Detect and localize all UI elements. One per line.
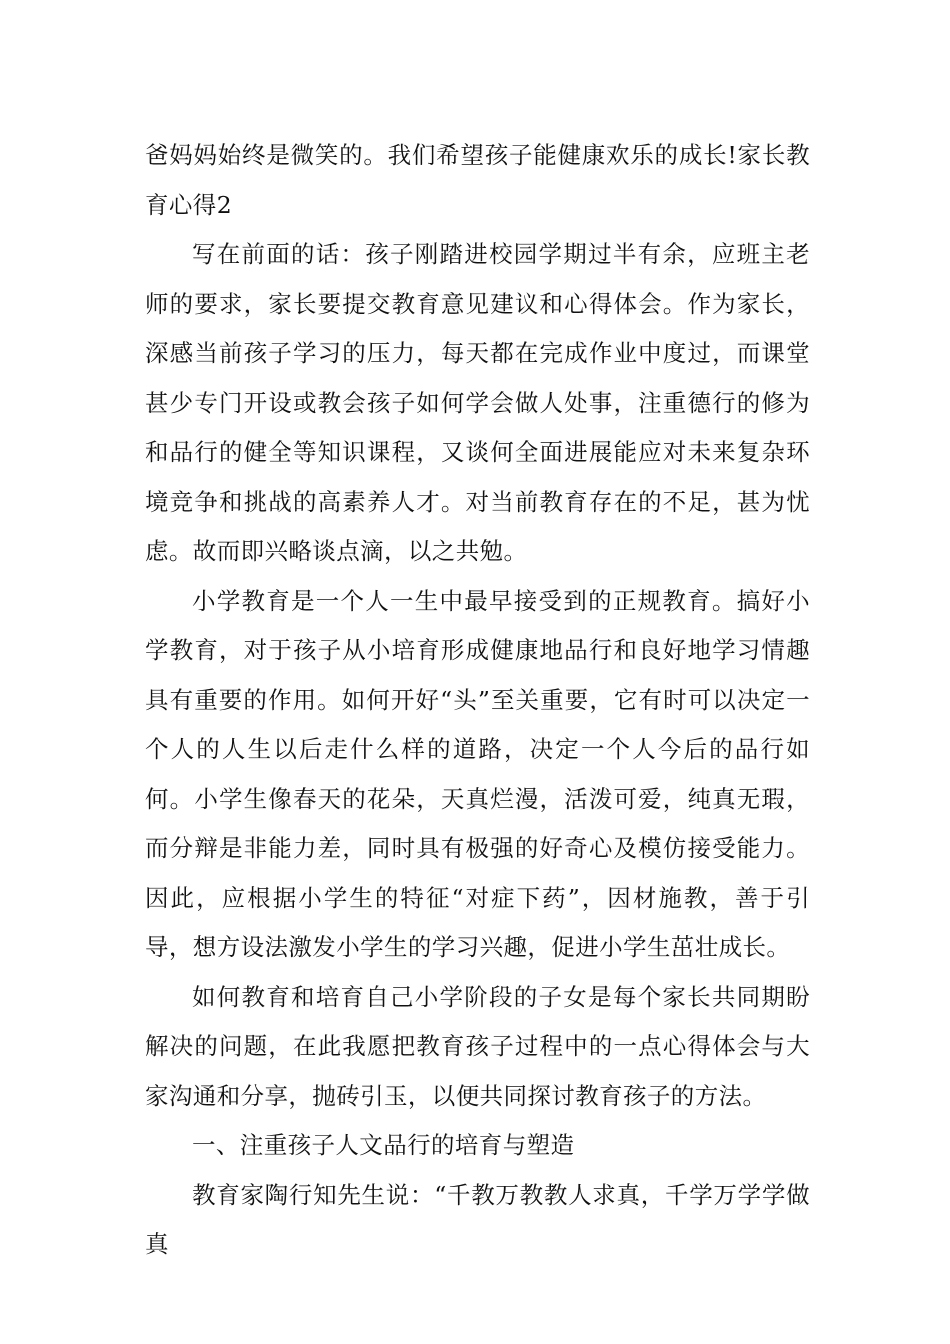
- paragraph-1: 爸妈妈始终是微笑的。我们希望孩子能健康欢乐的成长!家长教育心得2: [145, 141, 810, 219]
- paragraph-2: 写在前面的话：孩子刚踏进校园学期过半有余，应班主老师的要求，家长要提交教育意见建议和心得体会。作为家长，深感当前孩子学习的压力，每天都在完成作业中度过，而课堂甚少专门开设或教会孩子如何学会做人处事，注重德行的修为和品行的健全等知识课程，又谈何全面进展能应对未来复杂环境竞争和挑战的高素养人才。对当前教育存在的不足，甚为忧虑。故而即兴略谈点滴，以之共勉。: [145, 240, 810, 565]
- document-body: [145, 131, 810, 1270]
- paragraph-4: 如何教育和培育自己小学阶段的子女是每个家长共同期盼解决的问题，在此我愿把教育孩子过程中的一点心得体会与大家沟通和分享，抛砖引玉，以便共同探讨教育孩子的方法。: [145, 982, 810, 1110]
- paragraph-5: 教育家陶行知先生说：“千教万教教人求真，千学万学学做真: [145, 1180, 810, 1258]
- section-heading: 一、注重孩子人文品行的培育与塑造: [192, 1131, 575, 1159]
- paragraph-3: 小学教育是一个人一生中最早接受到的正规教育。搞好小学教育，对于孩子从小培育形成健康地品行和良好地学习情趣具有重要的作用。如何开好“头”至关重要，它有时可以决定一个人的人生以后走什么样的道路，决定一个人今后的品行如何。小学生像春天的花朵，天真烂漫，活泼可爱，纯真无瑕，而分辩是非能力差，同时具有极强的好奇心及模仿接受能力。因此，应根据小学生的特征“对症下药”，因材施教，善于引导，想方设法激发小学生的学习兴趣，促进小学生茁壮成长。: [145, 586, 810, 961]
